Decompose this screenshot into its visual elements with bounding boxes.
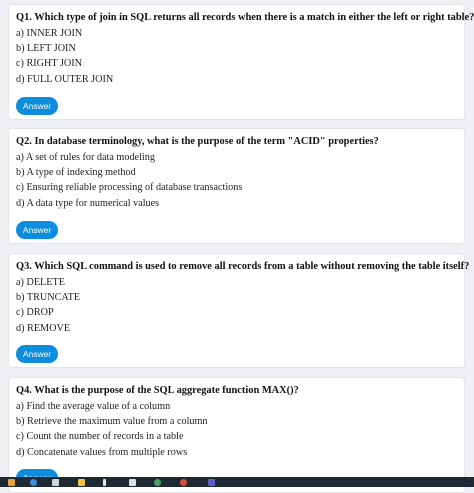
option-a: a) A set of rules for data modeling <box>16 152 155 163</box>
option-b: b) A type of indexing method <box>16 167 136 179</box>
option-a: a) Find the average value of a column <box>16 401 171 412</box>
folder-icon[interactable] <box>78 479 85 486</box>
grid-icon[interactable] <box>52 479 59 486</box>
chrome-icon[interactable] <box>154 479 161 486</box>
option-b: b) TRUNCATE <box>16 292 81 304</box>
option-d: d) A data type for numerical values <box>16 197 160 209</box>
answer-button[interactable]: Answer <box>16 345 58 363</box>
teams-icon[interactable] <box>208 479 215 486</box>
chrome-icon[interactable] <box>180 479 187 486</box>
answer-button[interactable]: Answer <box>16 97 58 115</box>
option-b: b) LEFT JOIN <box>16 43 76 55</box>
question-card-1 <box>8 4 474 120</box>
taskbar <box>0 477 474 487</box>
option-c: c) Count the number of records in a table <box>16 431 184 443</box>
question-card-4 <box>8 377 465 493</box>
question-title: Q4. What is the purpose of the SQL aggregate function MAX()? <box>16 385 299 396</box>
answer-button[interactable]: Answer <box>16 221 58 239</box>
lightning-icon[interactable] <box>103 479 106 486</box>
option-d: d) Concatenate values from multiple rows <box>16 446 188 458</box>
option-c: c) Ensuring reliable processing of database transactions <box>16 182 243 194</box>
option-c: c) DROP <box>16 307 54 319</box>
option-d: d) FULL OUTER JOIN <box>16 73 114 85</box>
option-a: a) DELETE <box>16 277 65 288</box>
question-card-2 <box>8 128 465 244</box>
option-c: c) RIGHT JOIN <box>16 58 83 70</box>
question-title: Q1. Which type of join in SQL returns all records when there is a match in either the left or right table? <box>16 12 474 23</box>
option-a: a) INNER JOIN <box>16 28 83 39</box>
question-title: Q3. Which SQL command is used to remove all records from a table without removing the table itself? <box>16 261 470 272</box>
paint-icon[interactable] <box>8 479 15 486</box>
calendar-icon[interactable] <box>129 479 136 486</box>
bell-icon[interactable] <box>30 479 37 486</box>
option-d: d) REMOVE <box>16 322 71 334</box>
option-b: b) Retrieve the maximum value from a column <box>16 416 208 428</box>
question-title: Q2. In database terminology, what is the purpose of the term "ACID" properties? <box>16 136 379 147</box>
question-card-3 <box>8 253 470 368</box>
